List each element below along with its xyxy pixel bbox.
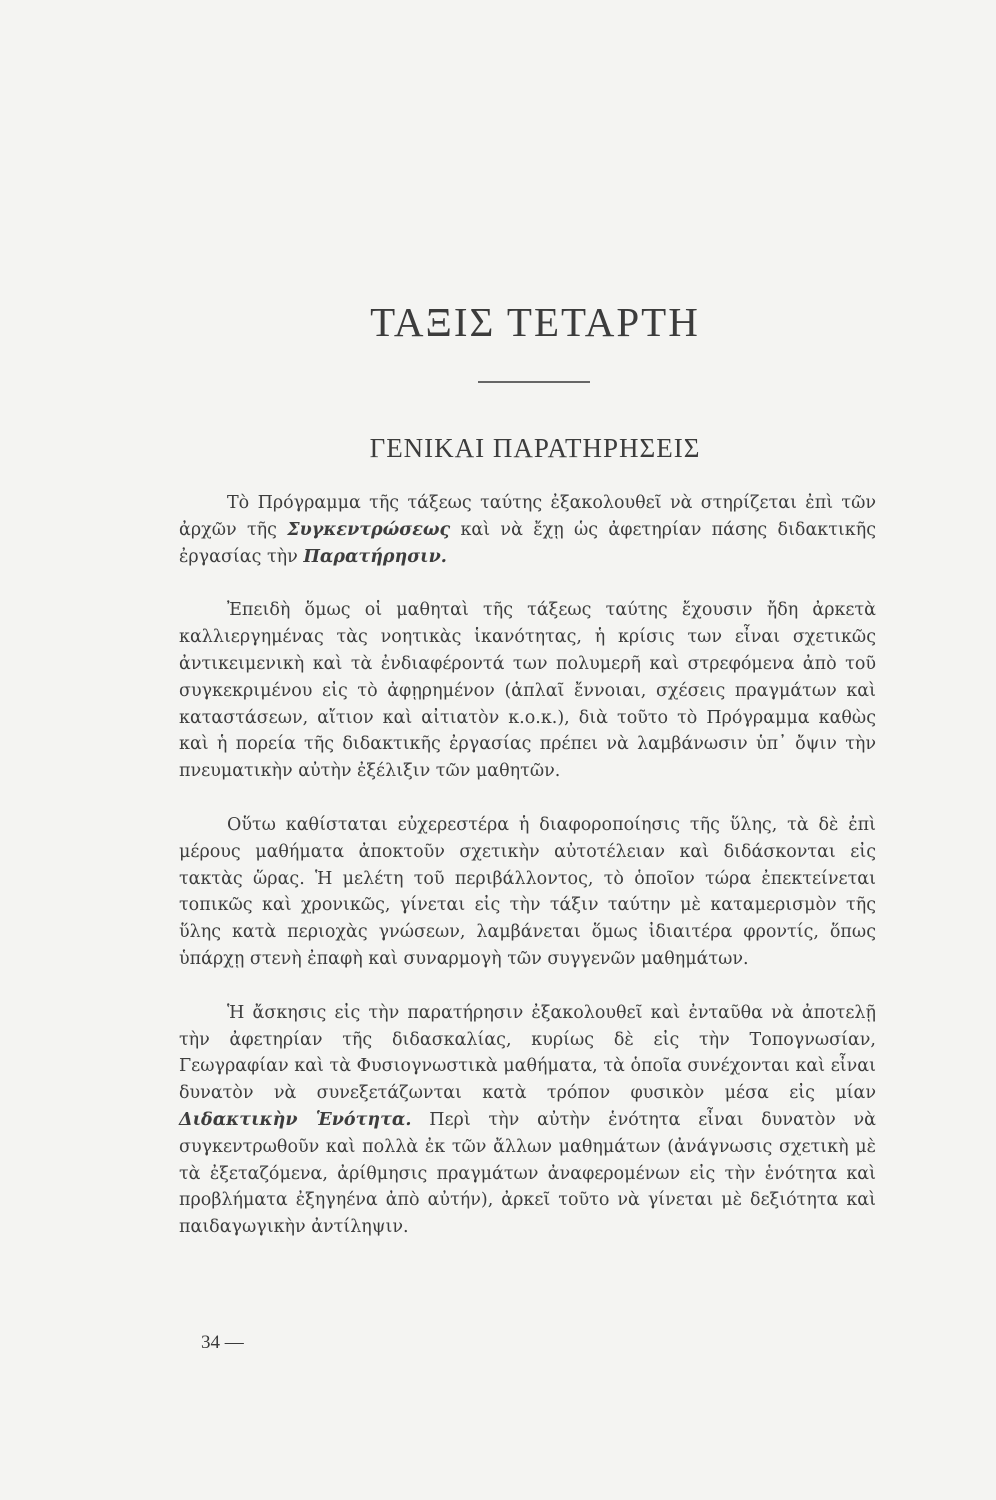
section-heading: ΓΕΝΙΚΑΙ ΠΑΡΑΤΗΡΗΣΕΙΣ — [369, 433, 701, 463]
paragraph-1-emphasis-a: Συγκεντρώσεως — [287, 519, 451, 540]
paragraph-2: Ἐπειδὴ ὅμως οἱ μαθηταὶ τῆς τάξεως ταύτης ἔχουσιν ἤδη ἀρκετὰ καλλιεργημένας τὰς νοητικὰς ἱκανότητας, ἡ κρίσις των εἶναι σχετικῶς ἀντικειμενικὴ καὶ τὰ ἐνδιαφέροντά των πολυμερῆ καὶ στρεφόμενα ἀπὸ τοῦ συγκεκριμένου εἰς τὸ ἀφῃρημένον (ἁπλαῖ ἔννοιαι, σχέσεις πραγμάτων καὶ καταστάσεων, αἴτιον καὶ αἰτιατὸν κ.ο.κ.), διὰ τοῦτο τὸ Πρόγραμμα καθὼς καὶ ἡ πορεία τῆς διδακτικῆς ἐργασίας πρέπει νὰ λαμβάνωσιν ὑπ᾽ ὄψιν τὴν πνευματικὴν αὐτὴν ἐξέλιξιν τῶν μαθητῶν. — [179, 600, 876, 782]
paragraph-4-emphasis: Διδακτικὴν Ἑνότητα. — [179, 1109, 412, 1130]
title-divider — [478, 381, 590, 383]
paragraph-4 — [179, 1000, 876, 1241]
paragraph-4-text-a: Ἡ ἄσκησις εἰς τὴν παρατήρησιν ἐξακολουθεῖ καὶ ἐνταῦθα νὰ ἀποτελῇ τὴν ἀφετηρίαν τῆς διδασκαλίας, κυρίως δὲ εἰς τὴν Τοπογνωσίαν, Γεωγραφίαν καὶ τὰ Φυσιογνωστικὰ μαθήματα, τὰ ὁποῖα συνέχονται καὶ εἶναι δυνατὸν νὰ συνεξετάζωνται κατὰ τρόπον φυσικὸν μέσα εἰς μίαν — [179, 1002, 876, 1104]
paragraph-4-text-b: Περὶ τὴν αὐτὴν ἑνότητα εἶναι δυνατὸν νὰ συγκεντρωθοῦν καὶ πολλὰ ἐκ τῶν ἄλλων μαθημάτων (ἀνάγνωσις σχετικὴ μὲ τὰ ἐξεταζόμενα, ἀρίθμησις πραγμάτων ἀναφερομένων εἰς τὴν ἑνότητα καὶ προβλήματα ἐξηγηένα ἀπὸ αὐτήν), ἀρκεῖ τοῦτο νὰ γίνεται μὲ δεξιότητα καὶ παιδαγωγικὴν ἀντίληψιν. — [179, 1109, 877, 1238]
paragraph-1-emphasis-b: Παρατήρησιν. — [303, 546, 447, 567]
paragraph-1-text-a: Τὸ Πρόγραμμα τῆς τάξεως ταύτης ἐξακολουθεῖ νὰ στηρίζεται ἐπὶ τῶν ἀρχῶν τῆς — [179, 493, 876, 540]
paragraph-3: Οὕτω καθίσταται εὐχερεστέρα ἡ διαφοροποίησις τῆς ὕλης, τὰ δὲ ἐπὶ μέρους μαθήματα ἀποκτοῦν σχετικὴν αὐτοτέλειαν καὶ διδάσκονται εἰς τακτὰς ὥρας. Ἡ μελέτη τοῦ περιβάλλοντος, τὸ ὁποῖον τώρα ἐπεκτείνεται τοπικῶς καὶ χρονικῶς, γίνεται εἰς τὴν τάξιν ταύτην μὲ καταμερισμὸν τῆς ὕλης κατὰ περιοχὰς γνώσεων, λαμβάνεται ὅμως ἰδιαιτέρα φροντίς, ὅπως ὑπάρχῃ στενὴ ἐπαφὴ καὶ συναρμογὴ τῶν συγγενῶν μαθημάτων. — [179, 814, 876, 969]
page-number: 34 — — [201, 1332, 244, 1353]
body-text — [179, 490, 876, 1268]
page-title: ΤΑΞΙΣ ΤΕΤΑΡΤΗ — [370, 299, 700, 345]
paragraph-1-text-b: καὶ νὰ ἔχῃ ὡς ἀφετηρίαν πάσης διδακτικῆς ἐργασίας τὴν — [179, 519, 876, 567]
paragraph-1 — [179, 490, 876, 570]
